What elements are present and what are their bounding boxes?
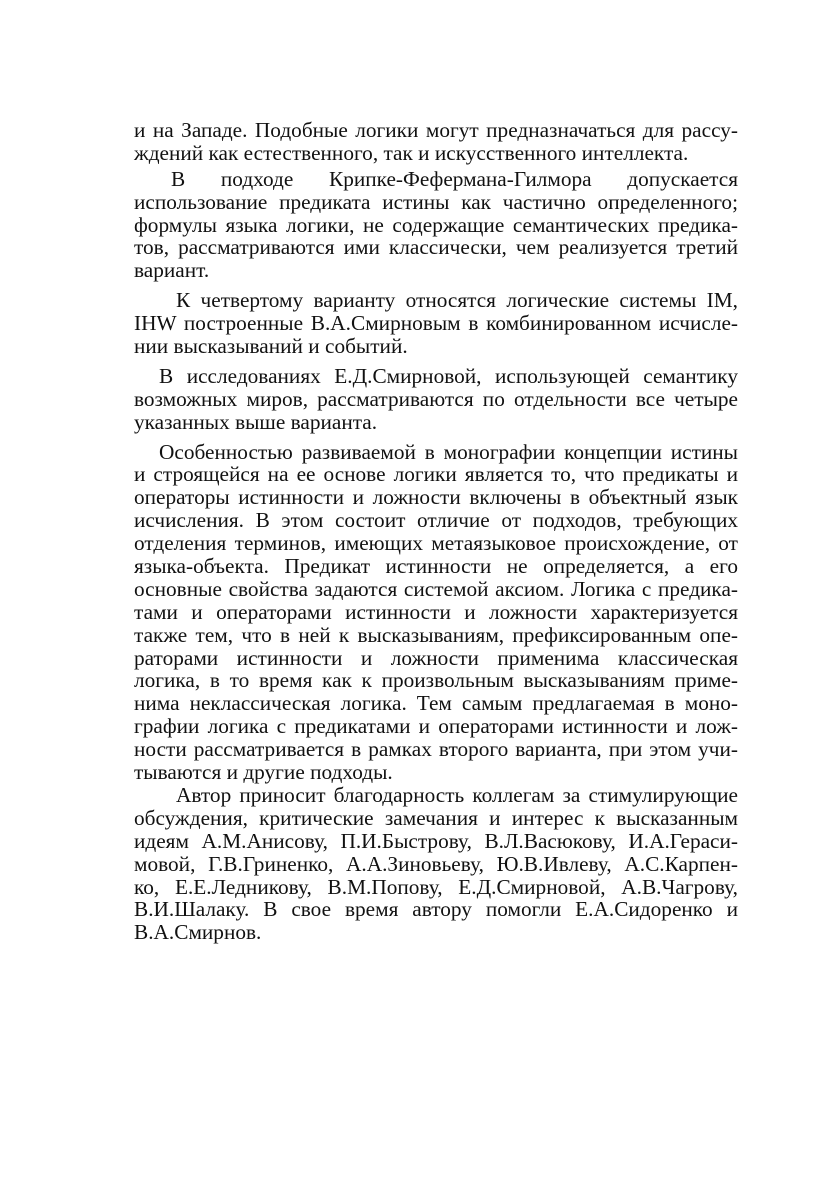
text-line: также тем, что в ней к высказываниям, префиксированным опе- bbox=[134, 622, 738, 647]
text-line: графии логика с предикатами и операторами истинности и лож- bbox=[134, 714, 738, 739]
text-line: операторы истинности и ложности включены в объектный язык bbox=[134, 485, 738, 510]
text-line: ности рассматривается в рамках второго варианта, при этом учи- bbox=[134, 737, 738, 762]
text-line: В.И.Шалаку. В свое время автору помогли Е.А.Сидоренко и bbox=[134, 897, 738, 922]
paragraph bbox=[134, 289, 738, 358]
text-line: В исследованиях Е.Д.Смирновой, использующей семантику bbox=[159, 363, 738, 388]
text-line: идеям А.М.Анисову, П.И.Быстрову, В.Л.Васюкову, И.А.Гераси- bbox=[134, 828, 738, 853]
text-line: исчисления. В этом состоит отличие от подходов, требующих bbox=[134, 508, 738, 533]
text-line: нии высказываний и событий. bbox=[134, 334, 408, 359]
text-line: раторами истинности и ложности применима классическая bbox=[134, 645, 738, 670]
text-line: мовой, Г.В.Гриненко, А.А.Зиновьеву, Ю.В.Ивлеву, А.С.Карпен- bbox=[134, 851, 738, 876]
paragraph bbox=[134, 119, 738, 165]
text-line: логика, в то время как к произвольным высказываниям приме- bbox=[134, 668, 738, 693]
paragraph bbox=[134, 168, 738, 282]
text-line: Особенностью развиваемой в монографии концепции истины bbox=[159, 439, 738, 464]
text-line: IHW построенные В.А.Смирновым в комбинированном исчисле- bbox=[134, 311, 738, 336]
text-line: ждений как естественного, так и искусственного интеллекта. bbox=[134, 140, 689, 165]
paragraph bbox=[134, 365, 738, 434]
text-line: отделения терминов, имеющих метаязыковое происхождение, от bbox=[134, 531, 738, 556]
text-line: тами и операторами истинности и ложности характеризуется bbox=[134, 599, 738, 624]
text-line: формулы языка логики, не содержащие семантических предика- bbox=[134, 212, 738, 237]
text-line: основные свойства задаются системой аксиом. Логика с предика- bbox=[134, 576, 738, 601]
text-line: тов, рассматриваются ими классически, чем реализуется третий bbox=[134, 235, 738, 260]
text-line: тываются и другие подходы. bbox=[134, 760, 393, 785]
text-line: использование предиката истины как частично определенного; bbox=[134, 189, 738, 214]
text-line: возможных миров, рассматриваются по отдельности все четыре bbox=[134, 386, 738, 411]
text-line: обсуждения, критические замечания и интерес к высказанным bbox=[134, 805, 738, 830]
text-line: ко, Е.Е.Ледникову, В.М.Попову, Е.Д.Смирновой, А.В.Чагрову, bbox=[134, 874, 738, 899]
text-line: В подходе Крипке-Фефермана-Гилмора допускается bbox=[171, 166, 738, 191]
text-line: В.А.Смирнов. bbox=[134, 920, 262, 945]
text-line: вариант. bbox=[134, 258, 210, 283]
text-line: указанных выше варианта. bbox=[134, 409, 378, 434]
text-line: и на Западе. Подобные логики могут предназначаться для рассу- bbox=[134, 118, 738, 142]
text-line: К четвертому варианту относятся логические системы IM, bbox=[176, 288, 738, 313]
body-text bbox=[134, 119, 738, 944]
text-line: Автор приносит благодарность коллегам за стимулирующие bbox=[176, 782, 738, 807]
text-line: и строящейся на ее основе логики является то, что предикаты и bbox=[134, 462, 738, 487]
paragraph bbox=[134, 784, 738, 944]
paragraph bbox=[134, 441, 738, 784]
text-line: языка-объекта. Предикат истинности не определяется, а его bbox=[134, 554, 738, 579]
text-line: нима неклассическая логика. Тем самым предлагаемая в моно- bbox=[134, 691, 738, 716]
